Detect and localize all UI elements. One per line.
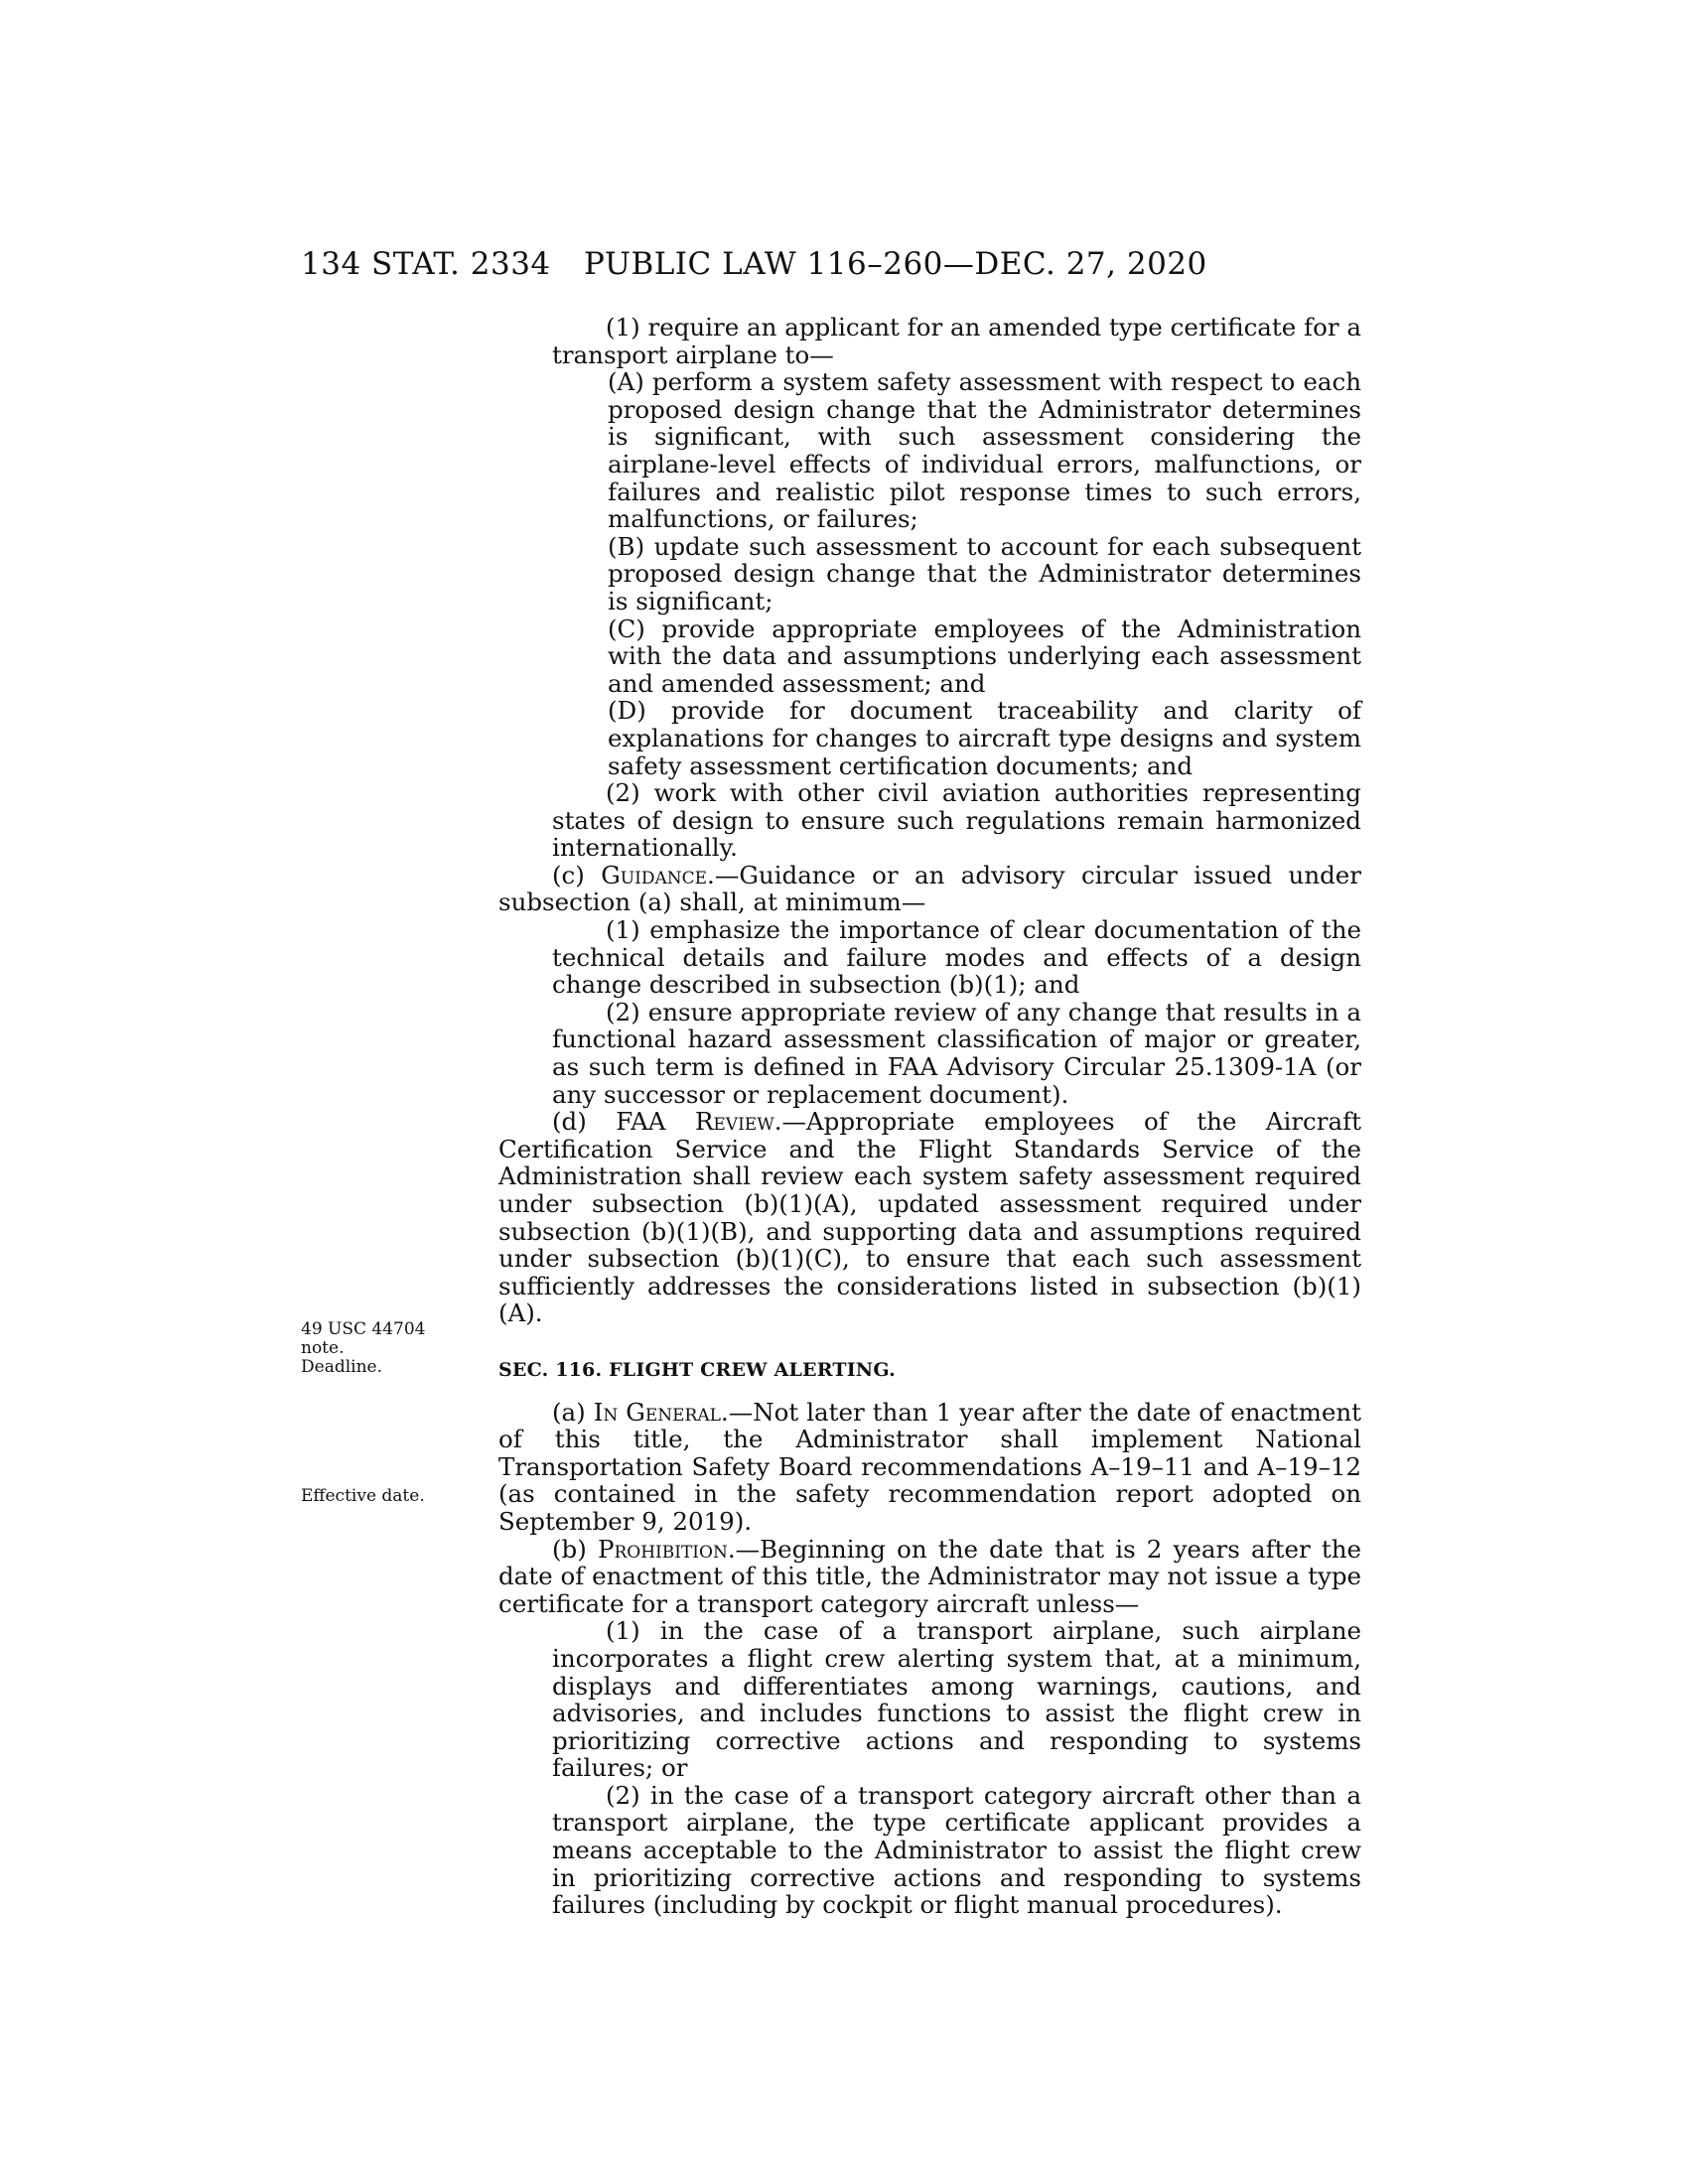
section-heading: SEC. 116. FLIGHT CREW ALERTING. (498, 1358, 896, 1381)
paragraph-b-2: (2) in the case of a transport category aircraft other than a transport airplane, the type certificate applicant provides a means acceptable to the Administrator to assist the flight crew in prioritizing corrective actions and responding to systems failures (including by cockpit or flight manual procedures). (552, 1780, 1361, 1920)
document-body (498, 314, 1361, 1919)
margin-note-sec116 (301, 1320, 426, 1377)
paragraph-text: (B) update such assessment to account for each subsequent proposed design change that the Administrator determines is significant; (608, 531, 1361, 615)
paragraph-b2: (2) work with other civil aviation authorities representing states of design to ensure such regulations remain harmonized internationally. (552, 778, 1361, 863)
subsection-label: (a) (552, 1397, 594, 1427)
margin-note-line: Deadline. (301, 1357, 382, 1377)
subsection-label: (d) FAA (552, 1107, 695, 1137)
paragraph-b1-D (498, 697, 1361, 779)
subsection-heading: In General (593, 1397, 721, 1427)
paragraph-b1-B (498, 533, 1361, 615)
paragraph-b (498, 1536, 1361, 1618)
margin-note-effective-date: Effective date. (301, 1486, 425, 1506)
paragraph-text: (D) provide for document traceability and clarity of explanations for changes to aircraft type designs and system safety assessment certification documents; and (608, 696, 1361, 780)
subsection-heading: Review (694, 1107, 774, 1137)
paragraph-d (498, 1108, 1361, 1327)
paragraph-a (498, 1399, 1361, 1536)
margin-note-line: note. (301, 1338, 345, 1358)
subsection-label: (b) (552, 1534, 598, 1564)
paragraph-c1: (1) emphasize the importance of clear documentation of the technical details and failure modes and effects of a design change described in subsection (b)(1); and (552, 915, 1361, 1000)
paragraph-b1-A (498, 368, 1361, 533)
paragraph-c (498, 862, 1361, 916)
subsection-heading: Guidance (601, 860, 708, 889)
subsection-label: (c) (552, 860, 602, 889)
page-stat-reference: 134 STAT. 2334 (301, 246, 551, 282)
paragraph-b-1: (1) in the case of a transport airplane, such airplane incorporates a flight crew alerting system that, at a minimum, displays and differentiates among warnings, cautions, and advisories, and includes functions to assist the flight crew in prioritizing corrective actions and responding to systems failures; or (552, 1616, 1361, 1783)
paragraph-b1: (1) require an applicant for an amended type certificate for a transport airplane to— (552, 313, 1361, 369)
paragraph-text: .—Appropriate employees of the Aircraft Certification Service and the Flight Standards Service of the Administration shall review each system safety assessment required under subsection (b)(1)(A), updated assessment required under subsection (b)(1)(B), and supporting data and assumptions required under subsection (b)(1)(C), to ensure that each such assessment sufficiently addresses the considerations listed in subsection (b)(1)(A). (498, 1107, 1361, 1328)
paragraph-c2: (2) ensure appropriate review of any change that results in a functional hazard assessment classification of major or greater, as such term is defined in FAA Advisory Circular 25.1309-1A (or any successor or replacement document). (552, 997, 1361, 1109)
paragraph-text: (C) provide appropriate employees of the Administration with the data and assumptions underlying each assessment and amended assessment; and (608, 614, 1361, 698)
paragraph-b1-C (498, 615, 1361, 698)
running-header: PUBLIC LAW 116–260—DEC. 27, 2020 (584, 246, 1207, 282)
margin-note-line: 49 USC 44704 (301, 1319, 426, 1339)
paragraph-text: .—Not later than 1 year after the date of enactment of this title, the Administrator shall implement National Transportation Safety Board recommendations A–19–11 and A–19–12 (as contained in the safety recommendation report adopted on September 9, 2019). (498, 1397, 1362, 1536)
paragraph-text: .—Beginning on the date that is 2 years after the date of enactment of this title, the Administrator may not issue a type certificate for a transport category aircraft unless— (498, 1534, 1362, 1618)
paragraph-text: .—Guidance or an advisory circular issued under subsection (a) shall, at minimum— (498, 860, 1361, 917)
subsection-heading: Prohibition (597, 1534, 728, 1564)
paragraph-text: (A) perform a system safety assessment with respect to each proposed design change that the Administrator determines is significant, with such assessment considering the airplane-level effects of individual errors, malfunctions, or failures and realistic pilot response times to such errors, malfunctions, or failures; (608, 367, 1361, 534)
